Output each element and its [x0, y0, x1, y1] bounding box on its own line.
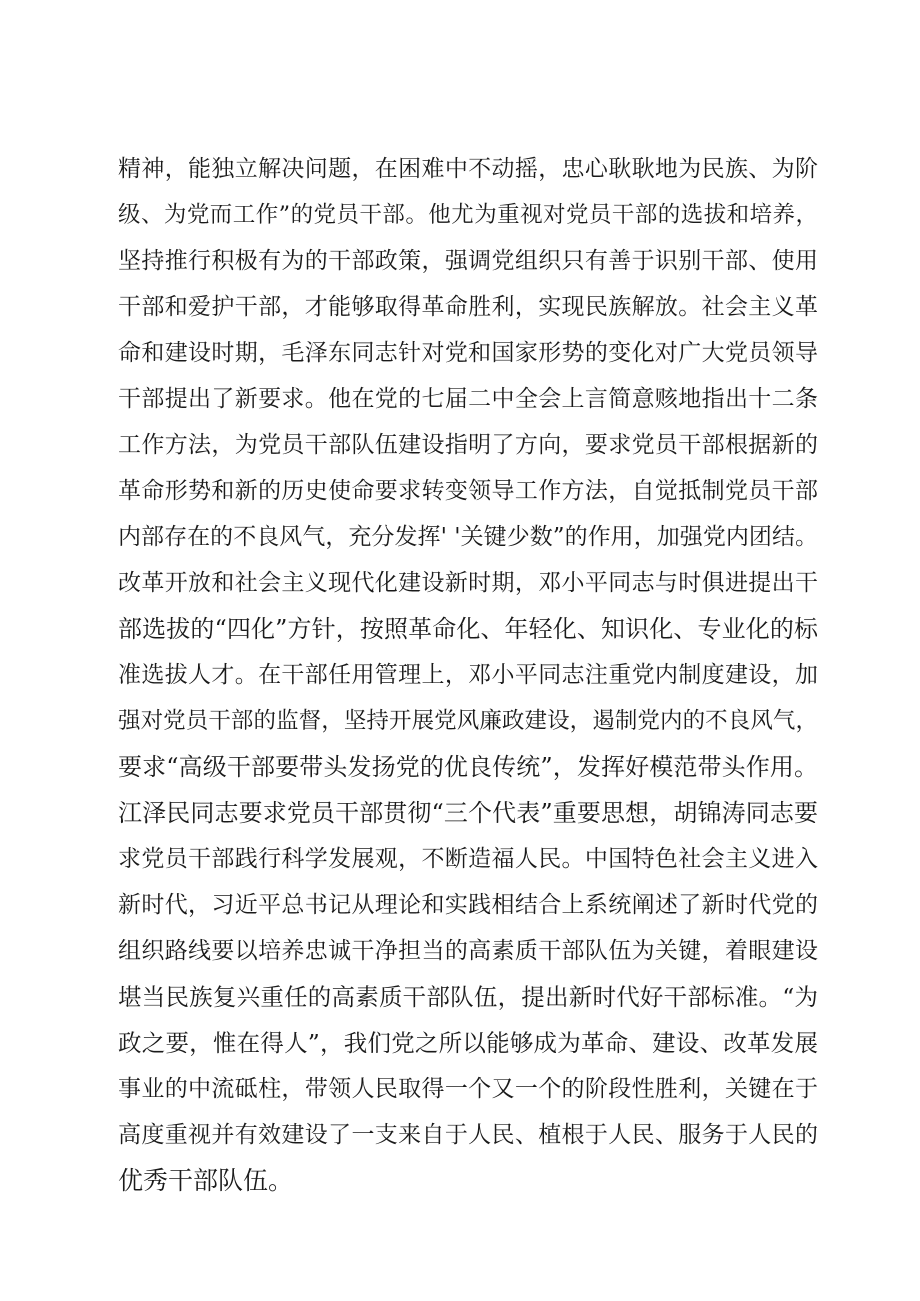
text-line: 组织路线要以培养忠诚干净担当的高素质干部队伍为关键，着眼建设: [118, 938, 818, 964]
text-line: 革命形势和新的历史使命要求转变领导工作方法，自觉抵制党员干部: [118, 478, 818, 504]
text-line: 要求“高级干部要带头发扬党的优良传统”，发挥好模范带头作用。: [118, 753, 818, 781]
text-line: 精神，能独立解决问题，在困难中不动摇，忠心耿耿地为民族、为阶: [118, 156, 818, 182]
text-line: 高度重视并有效建设了一支来自于人民、植根于人民、服务于人民的: [118, 1122, 818, 1148]
text-line: 强对党员干部的监督，坚持开展党风廉政建设，遏制党内的不良风气，: [118, 708, 818, 734]
text-line: 准选拔人才。在干部任用管理上，邓小平同志注重党内制度建设，加: [118, 662, 818, 688]
text-line: 改革开放和社会主义现代化建设新时期，邓小平同志与时俱进提出干: [118, 570, 818, 596]
text-line: 部选拔的“四化”方针，按照革命化、年轻化、知识化、专业化的标: [118, 615, 818, 643]
text-line: 政之要，惟在得人”，我们党之所以能够成为革命、建设、改革发展: [118, 1029, 818, 1057]
text-line: 工作方法，为党员干部队伍建设指明了方向，要求党员干部根据新的: [118, 432, 818, 458]
text-line: 干部提出了新要求。他在党的七届二中全会上言简意赅地指出十二条: [118, 386, 818, 412]
text-line: 坚持推行积极有为的干部政策，强调党组织只有善于识别干部、使用: [118, 248, 818, 274]
text-line: 优秀干部队伍。: [118, 1166, 294, 1195]
text-line: 级、为党而工作”的党员干部。他尤为重视对党员干部的选拔和培养，: [118, 202, 818, 228]
text-line: 堪当民族复兴重任的高素质干部队伍，提出新时代好干部标准。“为: [118, 983, 818, 1011]
text-line: 事业的中流砥柱，带领人民取得一个又一个的阶段性胜利，关键在于: [118, 1076, 818, 1102]
text-line: 求党员干部践行科学发展观，不断造福人民。中国特色社会主义进入: [118, 846, 818, 872]
text-line: 内部存在的不良风气，充分发挥' '关键少数”的作用，加强党内团结。: [118, 524, 818, 550]
text-line: 新时代，习近平总书记从理论和实践相结合上系统阐述了新时代党的: [118, 892, 818, 918]
body-paragraph: [118, 146, 818, 1204]
text-line: 江泽民同志要求党员干部贯彻“三个代表”重要思想，胡锦涛同志要: [118, 799, 818, 827]
text-line: 命和建设时期，毛泽东同志针对党和国家形势的变化对广大党员领导: [118, 340, 818, 366]
text-line: 干部和爱护干部，才能够取得革命胜利，实现民族解放。社会主义革: [118, 294, 818, 320]
